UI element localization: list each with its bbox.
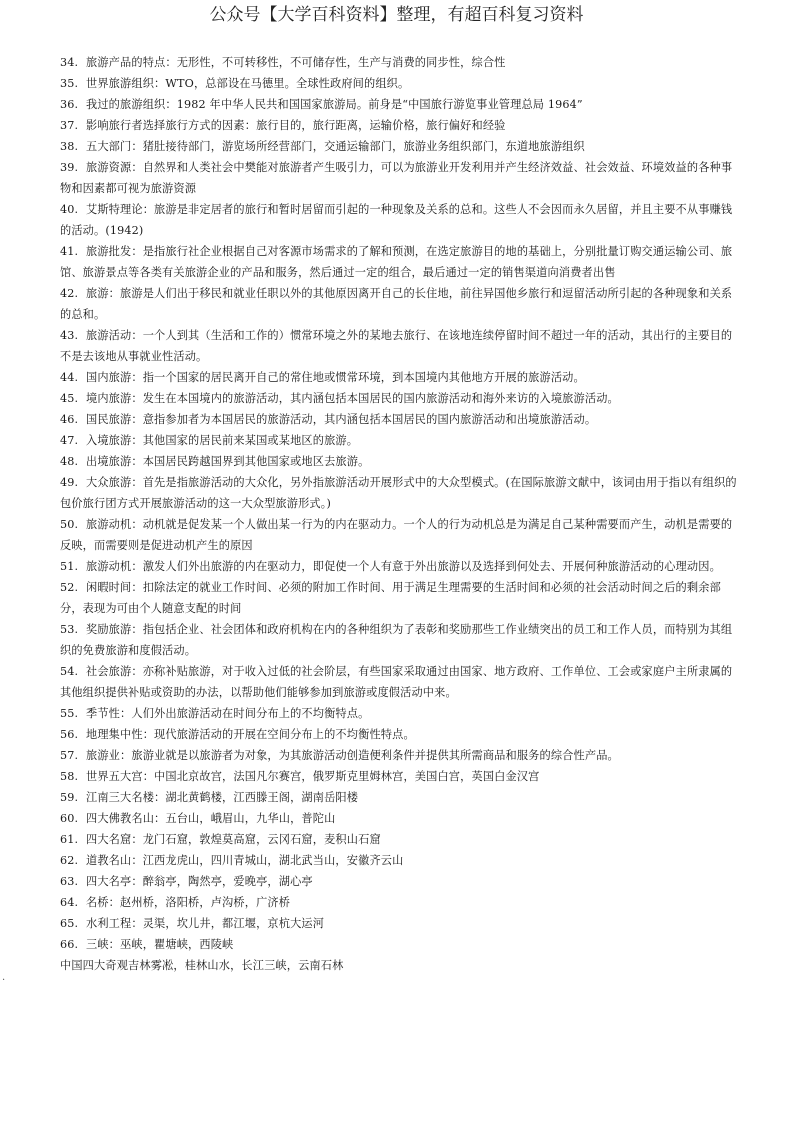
list-item	[60, 367, 740, 388]
list-item	[60, 619, 740, 661]
item-number: 35.	[60, 77, 79, 90]
item-text: 旅游：旅游是人们出于移民和就业任职以外的其他原因离开自己的长住地，前往异国他乡旅行和逗留活动所引起的各种现象和关系的总和。	[60, 287, 733, 321]
item-number: 56.	[60, 728, 79, 741]
item-number: 48.	[60, 455, 79, 468]
list-item	[60, 52, 740, 73]
item-number: 49.	[60, 476, 79, 489]
item-number: 45.	[60, 392, 79, 405]
list-item	[60, 703, 740, 724]
item-number: 58.	[60, 770, 79, 783]
item-text: 旅游业：旅游业就是以旅游者为对象，为其旅游活动创造便利条件并提供其所需商品和服务的综合性产品。	[86, 749, 619, 762]
item-text: 闲暇时间：扣除法定的就业工作时间、必须的附加工作时间、用于满足生理需要的生活时间和必须的社会活动时间之后的剩余部分，表现为可由个人随意支配的时间	[60, 581, 721, 615]
item-text: 季节性：人们外出旅游活动在时间分布上的不均衡特点。	[86, 707, 370, 720]
item-number: 44.	[60, 371, 79, 384]
list-item	[60, 913, 740, 934]
item-number: 38.	[60, 140, 79, 153]
item-text: 五大部门：猪肚接待部门，游览场所经营部门，交通运输部门，旅游业务组织部门，东道地旅游组织	[86, 140, 585, 153]
list-item	[60, 430, 740, 451]
item-number: 64.	[60, 896, 79, 909]
item-number: 40.	[60, 203, 79, 216]
item-text: 三峡：巫峡，瞿塘峡，西陵峡	[86, 938, 234, 951]
list-item	[60, 934, 740, 955]
item-text: 旅游资源：自然界和人类社会中樊能对旅游者产生吸引力，可以为旅游业开发利用并产生经济效益、社会效益、环境效益的各种事物和因素都可视为旅游资源	[60, 161, 733, 195]
list-item	[60, 577, 740, 619]
item-number: 61.	[60, 833, 79, 846]
list-item	[60, 745, 740, 766]
item-number: 36.	[60, 98, 79, 111]
item-text: 境内旅游：发生在本国境内的旅游活动，其内涵包括本国居民的国内旅游活动和海外来访的入境旅游活动。	[86, 392, 619, 405]
list-item	[60, 661, 740, 703]
item-text: 国内旅游：指一个国家的居民离开自己的常住地或惯常环境，到本国境内其他地方开展的旅游活动。	[86, 371, 585, 384]
item-number: 57.	[60, 749, 79, 762]
list-item	[60, 829, 740, 850]
item-text: 四大名窟：龙门石窟，敦煌莫高窟，云冈石窟，麦积山石窟	[86, 833, 381, 846]
item-number: 55.	[60, 707, 79, 720]
item-text: 中国四大奇观吉林雾凇，桂林山水，长江三峡，云南石林	[60, 959, 344, 972]
item-number: 51.	[60, 560, 79, 573]
list-item	[60, 787, 740, 808]
item-number: 65.	[60, 917, 79, 930]
list-item	[60, 850, 740, 871]
item-text: 奖励旅游：指包括企业、社会团体和政府机构在内的各种组织为了表彰和奖励那些工作业绩突出的员工和工作人员，而特别为其组织的免费旅游和度假活动。	[60, 623, 733, 657]
list-item	[60, 325, 740, 367]
item-text: 我过的旅游组织：1982 年中华人民共和国国家旅游局。前身是“中国旅行游览事业管理总局 1964”	[86, 98, 583, 111]
list-item	[60, 115, 740, 136]
list-item	[60, 409, 740, 430]
list-item	[60, 892, 740, 913]
item-number: 59.	[60, 791, 79, 804]
list-item	[60, 157, 740, 199]
item-number: 46.	[60, 413, 79, 426]
list-item	[60, 283, 740, 325]
list-item	[60, 472, 740, 514]
item-text: 出境旅游：本国居民跨越国界到其他国家或地区去旅游。	[86, 455, 370, 468]
item-text: 旅游动机：动机就是促发某一个人做出某一行为的内在驱动力。一个人的行为动机总是为满足自己某种需要而产生，动机是需要的反映，而需要则是促进动机产生的原因	[60, 518, 733, 552]
document-body	[60, 52, 740, 976]
item-number: 63.	[60, 875, 79, 888]
list-item	[60, 136, 740, 157]
item-number: 41.	[60, 245, 79, 258]
item-number: 62.	[60, 854, 79, 867]
item-number: 53.	[60, 623, 79, 636]
item-text: 旅游动机：激发人们外出旅游的内在驱动力，即促使一个人有意于外出旅游以及选择到何处去、开展何种旅游活动的心理动因。	[86, 560, 721, 573]
list-item	[60, 556, 740, 577]
item-number: 54.	[60, 665, 79, 678]
item-text: 社会旅游：亦称补贴旅游，对于收入过低的社会阶层，有些国家采取通过由国家、地方政府、工作单位、工会或家庭户主所隶属的其他组织提供补贴或资助的办法，以帮助他们能够参加到旅游或度假活动中来。	[60, 665, 733, 699]
item-text: 旅游活动：一个人到其（生活和工作的）惯常环境之外的某地去旅行、在该地连续停留时间不超过一年的活动，其出行的主要目的不是去该地从事就业性活动。	[60, 329, 733, 363]
item-text: 大众旅游：首先是指旅游活动的大众化，另外指旅游活动开展形式中的大众型模式。(在国际旅游文献中，该词由用于指以有组织的包价旅行团方式开展旅游活动的这一大众型旅游形式。)	[60, 476, 737, 510]
item-number: 34.	[60, 56, 79, 69]
item-text: 四大名亭：醉翁亭，陶然亭，爱晚亭，湖心亭	[86, 875, 313, 888]
list-item	[60, 766, 740, 787]
list-item	[60, 871, 740, 892]
item-number: 47.	[60, 434, 79, 447]
item-text: 地理集中性：现代旅游活动的开展在空间分布上的不均衡性特点。	[86, 728, 415, 741]
item-text: 国民旅游：意指参加者为本国居民的旅游活动，其内涵包括本国居民的国内旅游活动和出境旅游活动。	[86, 413, 597, 426]
item-text: 影响旅行者选择旅行方式的因素：旅行目的，旅行距离，运输价格，旅行偏好和经验	[86, 119, 506, 132]
item-number: 50.	[60, 518, 79, 531]
list-item	[60, 724, 740, 745]
item-number: 52.	[60, 581, 79, 594]
item-number: 42.	[60, 287, 79, 300]
list-item	[60, 388, 740, 409]
list-item	[60, 514, 740, 556]
item-text: 艾斯特理论：旅游是非定居者的旅行和暂时居留而引起的一种现象及关系的总和。这些人不会因而永久居留，并且主要不从事赚钱的活动。(1942)	[60, 203, 733, 237]
list-item	[60, 955, 740, 976]
item-text: 入境旅游：其他国家的居民前来某国或某地区的旅游。	[86, 434, 359, 447]
item-number: 60.	[60, 812, 79, 825]
item-number: 66.	[60, 938, 79, 951]
item-number: 39.	[60, 161, 79, 174]
item-text: 世界五大宫：中国北京故宫，法国凡尔赛宫，俄罗斯克里姆林宫，美国白宫，英国白金汉宫	[86, 770, 540, 783]
item-text: 旅游产品的特点：无形性，不可转移性，不可储存性，生产与消费的同步性，综合性	[86, 56, 506, 69]
item-number: 37.	[60, 119, 79, 132]
item-text: 名桥：赵州桥，洛阳桥，卢沟桥，广济桥	[86, 896, 291, 909]
list-item	[60, 451, 740, 472]
list-item	[60, 241, 740, 283]
item-text: 江南三大名楼：湖北黄鹤楼，江西滕王阁，湖南岳阳楼	[86, 791, 359, 804]
page-header-title: 公众号【大学百科资料】整理，有超百科复习资料	[209, 5, 584, 25]
item-text: 水利工程：灵渠，坎儿井，都江堰，京杭大运河	[86, 917, 325, 930]
list-item	[60, 199, 740, 241]
item-text: 旅游批发：是指旅行社企业根据自己对客源市场需求的了解和预测，在选定旅游目的地的基础上，分别批量订购交通运输公司、旅馆、旅游景点等各类有关旅游企业的产品和服务，然后通过一定的组合，最后通过一定的销售渠道向消费者出售	[60, 245, 733, 279]
list-item	[60, 808, 740, 829]
stray-mark: .	[2, 972, 6, 983]
list-item	[60, 73, 740, 94]
item-text: 道教名山：江西龙虎山，四川青城山，湖北武当山，安徽齐云山	[86, 854, 404, 867]
item-text: 世界旅游组织：WTO，总部设在马德里。全球性政府间的组织。	[86, 77, 410, 90]
item-number: 43.	[60, 329, 79, 342]
item-text: 四大佛教名山：五台山，峨眉山，九华山，普陀山	[86, 812, 336, 825]
list-item	[60, 94, 740, 115]
